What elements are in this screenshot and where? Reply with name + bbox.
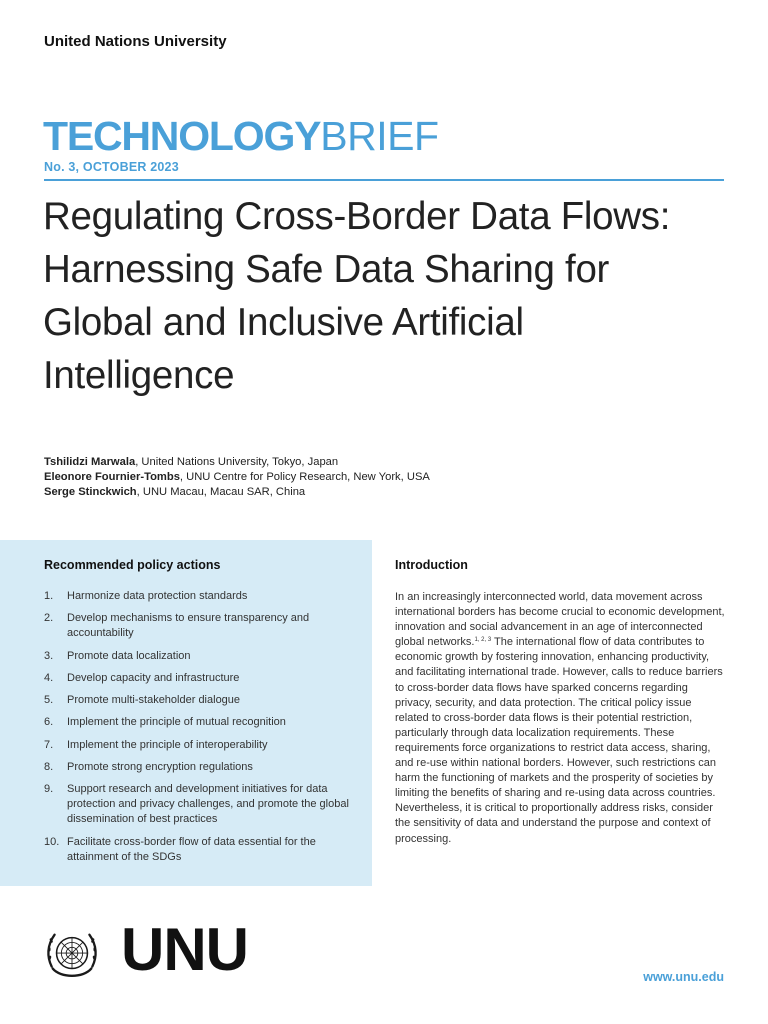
- policy-action-item: [44, 782, 354, 827]
- policy-action-item: [44, 760, 354, 775]
- author-list: [44, 455, 430, 500]
- series-title-light: BRIEF: [320, 113, 439, 159]
- policy-action-text: Promote multi-stakeholder dialogue: [67, 694, 241, 707]
- policy-action-text: Develop mechanisms to ensure transparency and accountability: [67, 612, 310, 640]
- policy-action-number: 5.: [44, 694, 54, 707]
- policy-actions-heading: Recommended policy actions: [44, 558, 221, 572]
- author-entry: [44, 455, 430, 470]
- introduction-body: [395, 590, 725, 847]
- policy-action-item: [44, 738, 354, 753]
- policy-action-number: 6.: [44, 716, 54, 729]
- policy-action-number: 10.: [44, 835, 60, 848]
- policy-actions-list: [44, 589, 354, 872]
- policy-action-text: Support research and development initiatives for data protection and privacy challenges, and promote the global dissemination of best practices: [67, 783, 349, 826]
- policy-action-number: 4.: [44, 671, 54, 684]
- policy-action-item: [44, 835, 354, 865]
- organization-name: United Nations University: [44, 33, 227, 50]
- author-name: Eleonore Fournier-Tombs: [44, 471, 180, 483]
- policy-action-number: 2.: [44, 612, 54, 625]
- series-title-bold: TECHNOLOGY: [43, 113, 321, 159]
- author-affiliation: , United Nations University, Tokyo, Japan: [135, 456, 339, 468]
- policy-action-item: [44, 671, 354, 686]
- policy-action-text: Implement the principle of mutual recognition: [67, 716, 286, 729]
- policy-action-item: [44, 611, 354, 641]
- policy-action-item: [44, 649, 354, 664]
- policy-action-item: [44, 715, 354, 730]
- policy-action-number: 3.: [44, 649, 54, 662]
- policy-action-text: Implement the principle of interoperability: [67, 738, 268, 751]
- citation-superscript: 1, 2, 3: [474, 637, 492, 644]
- policy-action-number: 9.: [44, 783, 54, 796]
- policy-action-text: Develop capacity and infrastructure: [67, 671, 240, 684]
- series-title: [43, 113, 439, 159]
- policy-action-text: Promote data localization: [67, 649, 191, 662]
- document-title: Regulating Cross-Border Data Flows: Harnessing Safe Data Sharing for Global and Inclusive Artificial Intelligence: [43, 195, 671, 397]
- unu-logo-text: UNU: [121, 916, 248, 983]
- introduction-text-part1: In an increasingly interconnected world, data movement across international borders has become crucial to economic development, innovation and social advancement in an age of interconnected global networks.: [395, 591, 725, 649]
- policy-action-text: Promote strong encryption regulations: [67, 761, 253, 774]
- author-name: Serge Stinckwich: [44, 486, 137, 498]
- issue-label: No. 3, OCTOBER 2023: [44, 160, 179, 174]
- policy-action-item: [44, 589, 354, 604]
- author-name: Tshilidzi Marwala: [44, 456, 136, 468]
- policy-action-item: [44, 693, 354, 708]
- author-affiliation: , UNU Macau, Macau SAR, China: [136, 486, 306, 498]
- website-link[interactable]: www.unu.edu: [643, 970, 724, 984]
- policy-action-number: 8.: [44, 761, 54, 774]
- introduction-heading: Introduction: [395, 558, 468, 572]
- policy-action-text: Harmonize data protection standards: [67, 590, 248, 602]
- author-affiliation: , UNU Centre for Policy Research, New York, USA: [179, 471, 430, 483]
- policy-action-number: 7.: [44, 738, 54, 751]
- policy-action-number: 1.: [44, 590, 54, 602]
- header-divider: [44, 179, 724, 181]
- policy-action-text: Facilitate cross-border flow of data essential for the attainment of the SDGs: [67, 835, 316, 863]
- author-entry: [44, 470, 430, 485]
- introduction-text-part2: The international flow of data contributes to economic growth by fostering innovation, enhancing productivity, and facilitating international trade. However, calls to reduce barriers to cross-border data flows have sparked concerns regarding privacy, security, and data protection. The critical policy issue related to cross-border data flows is their potential restriction, particularly through data localization requirements. These requirements force organizations to restrict data access, sharing, and re-use within national borders. However, such restrictions can harm the functioning of markets and the prosperity of societies by limiting the benefits of sharing and re-using data across countries. Nevertheless, it is critical to proportionally address risks, consider the sensitivity of data and understand the purpose and context of processing.: [395, 636, 723, 845]
- author-entry: [44, 485, 430, 500]
- un-emblem-icon: [43, 926, 101, 984]
